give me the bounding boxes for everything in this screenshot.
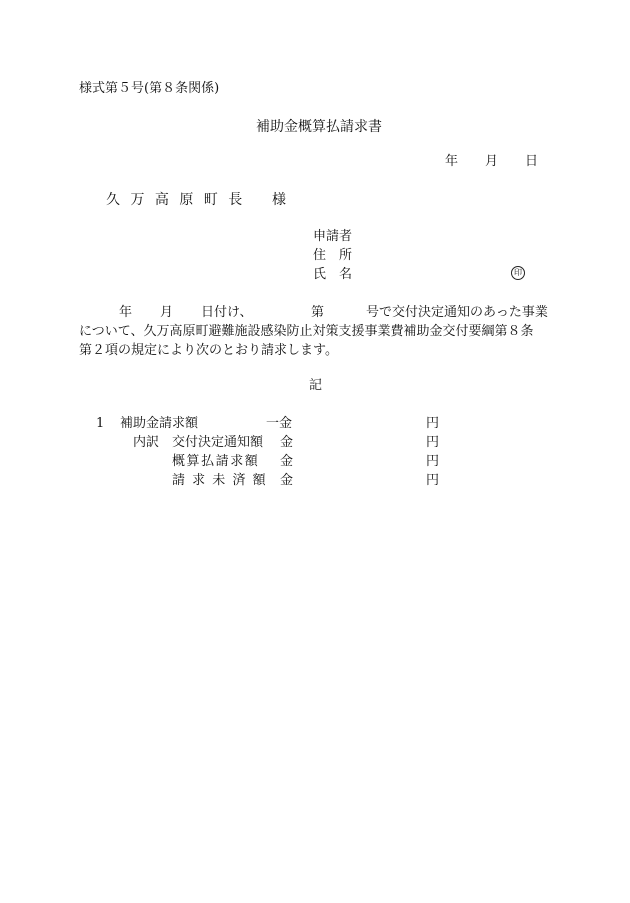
breakdown-label: 内訳 <box>133 435 160 450</box>
document-title: 補助金概算払請求書 <box>256 119 382 135</box>
request-prefix: 一金 <box>266 416 293 431</box>
body-month: 月 <box>160 305 174 320</box>
body-line3: 第２項の規定により次のとおり請求します。 <box>79 343 338 358</box>
address-label: 住 所 <box>313 248 353 263</box>
addressee-honorific: 様 <box>272 192 286 208</box>
notified-yen: 円 <box>426 435 440 450</box>
notified-kin: 金 <box>280 435 294 450</box>
request-label: 補助金請求額 <box>120 416 199 431</box>
body-dai: 第 <box>311 305 325 320</box>
advance-label: 概算払請求額 <box>172 454 260 469</box>
seal-mark: 印 <box>511 266 525 280</box>
date-month: 月 <box>485 154 499 169</box>
body-line1-tail: 号で交付決定通知のあった事業 <box>366 305 548 320</box>
advance-kin: 金 <box>280 454 294 469</box>
item-number: 1 <box>96 416 105 431</box>
body-day: 日付け、 <box>201 305 253 320</box>
date-day: 日 <box>525 154 539 169</box>
body-line2: について、久万高原町避難施設感染防止対策支援事業費補助金交付要綱第８条 <box>79 324 534 339</box>
unbilled-label: 請求未済額 <box>172 473 273 488</box>
advance-yen: 円 <box>426 454 440 469</box>
unbilled-kin: 金 <box>280 473 294 488</box>
request-yen: 円 <box>426 416 440 431</box>
body-year: 年 <box>119 305 133 320</box>
unbilled-yen: 円 <box>426 473 440 488</box>
notified-label: 交付決定通知額 <box>172 435 264 450</box>
addressee-name: 久 万 高 原 町 長 <box>106 192 243 208</box>
name-label: 氏 名 <box>313 267 353 282</box>
applicant-label: 申請者 <box>313 229 353 244</box>
date-year: 年 <box>445 154 459 169</box>
form-number: 様式第５号(第８条関係) <box>79 81 220 96</box>
ki-heading: 記 <box>309 378 323 393</box>
